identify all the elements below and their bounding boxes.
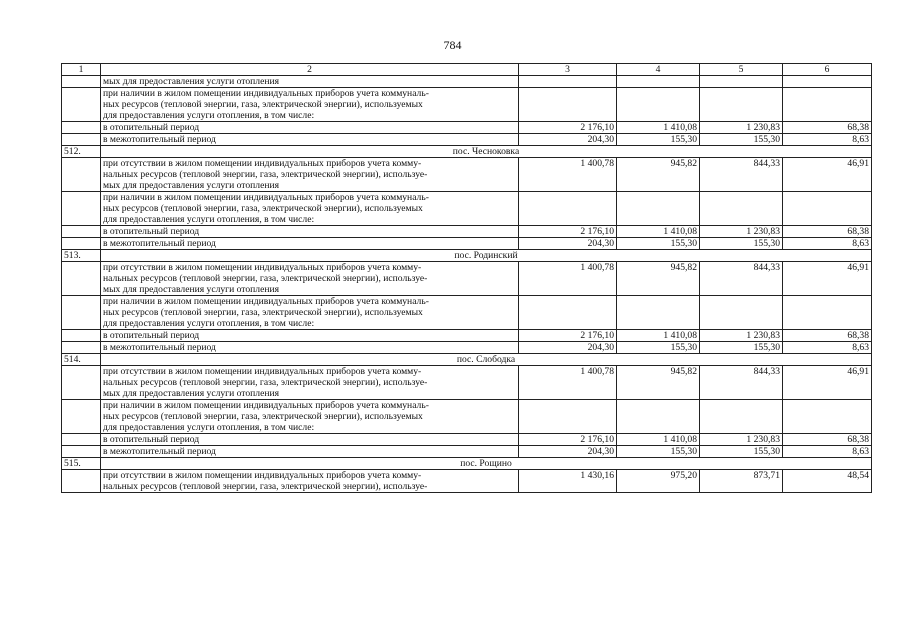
value-col-5: 844,33 — [700, 366, 783, 400]
row-index: 515. — [62, 458, 101, 470]
row-index-empty — [62, 76, 101, 88]
table-row — [62, 134, 872, 146]
value-col-5: 1 230,83 — [700, 226, 783, 238]
value-col-5: 155,30 — [700, 134, 783, 146]
description-line: мых для предоставления услуги отопления — [103, 76, 280, 87]
value-col-6: 46,91 — [783, 262, 872, 296]
value-col-3: 2 176,10 — [519, 330, 617, 342]
value-col-4 — [617, 192, 700, 226]
value-col-5 — [700, 192, 783, 226]
description-line: нальных ресурсов (тепловой энергии, газа, электрической энергии), используе- — [103, 273, 428, 284]
value-col-5: 844,33 — [700, 262, 783, 296]
value-col-5 — [700, 88, 783, 122]
row-description — [101, 470, 519, 493]
row-index-empty — [62, 446, 101, 458]
value-col-5: 155,30 — [700, 342, 783, 354]
settlement-row — [62, 250, 872, 262]
value-col-4 — [617, 296, 700, 330]
table-row — [62, 192, 872, 226]
description-line: мых для предоставления услуги отопления — [103, 180, 280, 191]
value-col-6 — [783, 400, 872, 434]
value-col-6: 46,91 — [783, 158, 872, 192]
value-col-3: 2 176,10 — [519, 434, 617, 446]
value-col-3: 204,30 — [519, 446, 617, 458]
row-description — [101, 238, 519, 250]
value-col-3 — [519, 76, 617, 88]
value-col-6: 68,38 — [783, 122, 872, 134]
description-line: ных ресурсов (тепловой энергии, газа, электрической энергии), используемых — [103, 203, 423, 214]
row-index-empty — [62, 262, 101, 296]
value-col-5: 1 230,83 — [700, 330, 783, 342]
value-col-3 — [519, 296, 617, 330]
value-col-3: 204,30 — [519, 238, 617, 250]
settlement-name: пос. Слободка — [101, 354, 872, 366]
table-row — [62, 262, 872, 296]
row-index-empty — [62, 470, 101, 493]
table-row — [62, 330, 872, 342]
row-description — [101, 122, 519, 134]
table-row — [62, 238, 872, 250]
settlement-row — [62, 146, 872, 158]
value-col-6: 68,38 — [783, 434, 872, 446]
row-description — [101, 134, 519, 146]
value-col-4: 155,30 — [617, 238, 700, 250]
value-col-5: 844,33 — [700, 158, 783, 192]
value-col-5: 873,71 — [700, 470, 783, 493]
description-line: нальных ресурсов (тепловой энергии, газа, электрической энергии), используе- — [103, 169, 428, 180]
value-col-4 — [617, 400, 700, 434]
table-row — [62, 122, 872, 134]
description-line: в отопительный период — [103, 330, 200, 341]
header-cell: 5 — [700, 64, 783, 76]
value-col-6 — [783, 76, 872, 88]
row-index-empty — [62, 122, 101, 134]
description-line: при наличии в жилом помещении индивидуальных приборов учета коммуналь- — [103, 192, 429, 203]
description-line: для предоставления услуги отопления, в том числе: — [103, 110, 315, 121]
row-index-empty — [62, 296, 101, 330]
row-description — [101, 192, 519, 226]
table-row — [62, 470, 872, 493]
value-col-3 — [519, 88, 617, 122]
value-col-4: 155,30 — [617, 342, 700, 354]
table-row — [62, 226, 872, 238]
value-col-6 — [783, 88, 872, 122]
row-index-empty — [62, 88, 101, 122]
row-index-empty — [62, 342, 101, 354]
table-row — [62, 76, 872, 88]
settlement-name: пос. Рощино — [101, 458, 872, 470]
value-col-6: 68,38 — [783, 330, 872, 342]
row-index-empty — [62, 434, 101, 446]
row-description — [101, 366, 519, 400]
table-row — [62, 400, 872, 434]
description-line: при отсутствии в жилом помещении индивидуальных приборов учета комму- — [103, 158, 422, 169]
value-col-4: 945,82 — [617, 262, 700, 296]
header-cell: 1 — [62, 64, 101, 76]
row-description — [101, 158, 519, 192]
row-index-empty — [62, 330, 101, 342]
table-row — [62, 88, 872, 122]
row-index-empty — [62, 226, 101, 238]
row-index-empty — [62, 400, 101, 434]
value-col-4: 945,82 — [617, 366, 700, 400]
description-line: ных ресурсов (тепловой энергии, газа, электрической энергии), используемых — [103, 99, 423, 110]
value-col-3: 204,30 — [519, 134, 617, 146]
value-col-5 — [700, 400, 783, 434]
description-line: в отопительный период — [103, 434, 200, 445]
row-description — [101, 446, 519, 458]
value-col-3: 1 400,78 — [519, 262, 617, 296]
value-col-6: 8,63 — [783, 238, 872, 250]
description-line: в межотопительный период — [103, 446, 216, 457]
row-description — [101, 330, 519, 342]
description-line: в отопительный период — [103, 122, 200, 133]
value-col-3: 1 400,78 — [519, 158, 617, 192]
description-line: нальных ресурсов (тепловой энергии, газа, электрической энергии), используе- — [103, 481, 428, 492]
row-index-empty — [62, 366, 101, 400]
description-line: ных ресурсов (тепловой энергии, газа, электрической энергии), используемых — [103, 307, 423, 318]
header-cell: 4 — [617, 64, 700, 76]
value-col-4 — [617, 76, 700, 88]
value-col-5 — [700, 76, 783, 88]
value-col-5 — [700, 296, 783, 330]
value-col-6: 48,54 — [783, 470, 872, 493]
description-line: при наличии в жилом помещении индивидуальных приборов учета коммуналь- — [103, 400, 429, 411]
value-col-6 — [783, 296, 872, 330]
description-line: в межотопительный период — [103, 342, 216, 353]
value-col-6: 8,63 — [783, 446, 872, 458]
settlement-row — [62, 354, 872, 366]
description-line: в отопительный период — [103, 226, 200, 237]
header-cell: 3 — [519, 64, 617, 76]
description-line: для предоставления услуги отопления, в том числе: — [103, 422, 315, 433]
value-col-5: 155,30 — [700, 446, 783, 458]
settlement-name: пос. Родинский — [101, 250, 872, 262]
value-col-3: 1 430,16 — [519, 470, 617, 493]
value-col-3 — [519, 400, 617, 434]
header-cell: 6 — [783, 64, 872, 76]
row-description — [101, 262, 519, 296]
value-col-6 — [783, 192, 872, 226]
table-row — [62, 366, 872, 400]
row-index: 513. — [62, 250, 101, 262]
value-col-4: 1 410,08 — [617, 434, 700, 446]
table-row — [62, 434, 872, 446]
value-col-4: 155,30 — [617, 134, 700, 146]
tariff-table — [61, 63, 872, 493]
value-col-6: 8,63 — [783, 134, 872, 146]
value-col-4: 945,82 — [617, 158, 700, 192]
row-index: 514. — [62, 354, 101, 366]
description-line: в межотопительный период — [103, 238, 216, 249]
row-description — [101, 76, 519, 88]
row-index-empty — [62, 192, 101, 226]
description-line: при наличии в жилом помещении индивидуальных приборов учета коммуналь- — [103, 296, 429, 307]
table-body — [62, 64, 872, 493]
description-line: в межотопительный период — [103, 134, 216, 145]
value-col-5: 1 230,83 — [700, 434, 783, 446]
row-description — [101, 400, 519, 434]
row-index-empty — [62, 238, 101, 250]
value-col-3: 1 400,78 — [519, 366, 617, 400]
value-col-3: 2 176,10 — [519, 226, 617, 238]
value-col-4: 1 410,08 — [617, 330, 700, 342]
description-line: для предоставления услуги отопления, в том числе: — [103, 318, 315, 329]
description-line: при отсутствии в жилом помещении индивидуальных приборов учета комму- — [103, 470, 422, 481]
row-description — [101, 226, 519, 238]
value-col-5: 1 230,83 — [700, 122, 783, 134]
description-line: при наличии в жилом помещении индивидуальных приборов учета коммуналь- — [103, 88, 429, 99]
description-line: при отсутствии в жилом помещении индивидуальных приборов учета комму- — [103, 262, 422, 273]
value-col-3: 2 176,10 — [519, 122, 617, 134]
table-row — [62, 158, 872, 192]
value-col-4: 1 410,08 — [617, 122, 700, 134]
settlement-name: пос. Чесноковка — [101, 146, 872, 158]
row-description — [101, 88, 519, 122]
value-col-5: 155,30 — [700, 238, 783, 250]
value-col-4 — [617, 88, 700, 122]
row-index: 512. — [62, 146, 101, 158]
value-col-4: 975,20 — [617, 470, 700, 493]
row-description — [101, 434, 519, 446]
value-col-4: 1 410,08 — [617, 226, 700, 238]
description-line: ных ресурсов (тепловой энергии, газа, электрической энергии), используемых — [103, 411, 423, 422]
value-col-6: 46,91 — [783, 366, 872, 400]
row-index-empty — [62, 158, 101, 192]
row-description — [101, 342, 519, 354]
value-col-6: 68,38 — [783, 226, 872, 238]
table-row — [62, 342, 872, 354]
table-row — [62, 446, 872, 458]
description-line: для предоставления услуги отопления, в том числе: — [103, 214, 315, 225]
page-number: 784 — [443, 38, 462, 52]
table-row — [62, 296, 872, 330]
value-col-6: 8,63 — [783, 342, 872, 354]
settlement-row — [62, 458, 872, 470]
description-line: нальных ресурсов (тепловой энергии, газа, электрической энергии), используе- — [103, 377, 428, 388]
table-header-row — [62, 64, 872, 76]
value-col-3 — [519, 192, 617, 226]
header-cell: 2 — [101, 64, 519, 76]
description-line: при отсутствии в жилом помещении индивидуальных приборов учета комму- — [103, 366, 422, 377]
value-col-4: 155,30 — [617, 446, 700, 458]
description-line: мых для предоставления услуги отопления — [103, 388, 280, 399]
value-col-3: 204,30 — [519, 342, 617, 354]
description-line: мых для предоставления услуги отопления — [103, 284, 280, 295]
row-description — [101, 296, 519, 330]
row-index-empty — [62, 134, 101, 146]
